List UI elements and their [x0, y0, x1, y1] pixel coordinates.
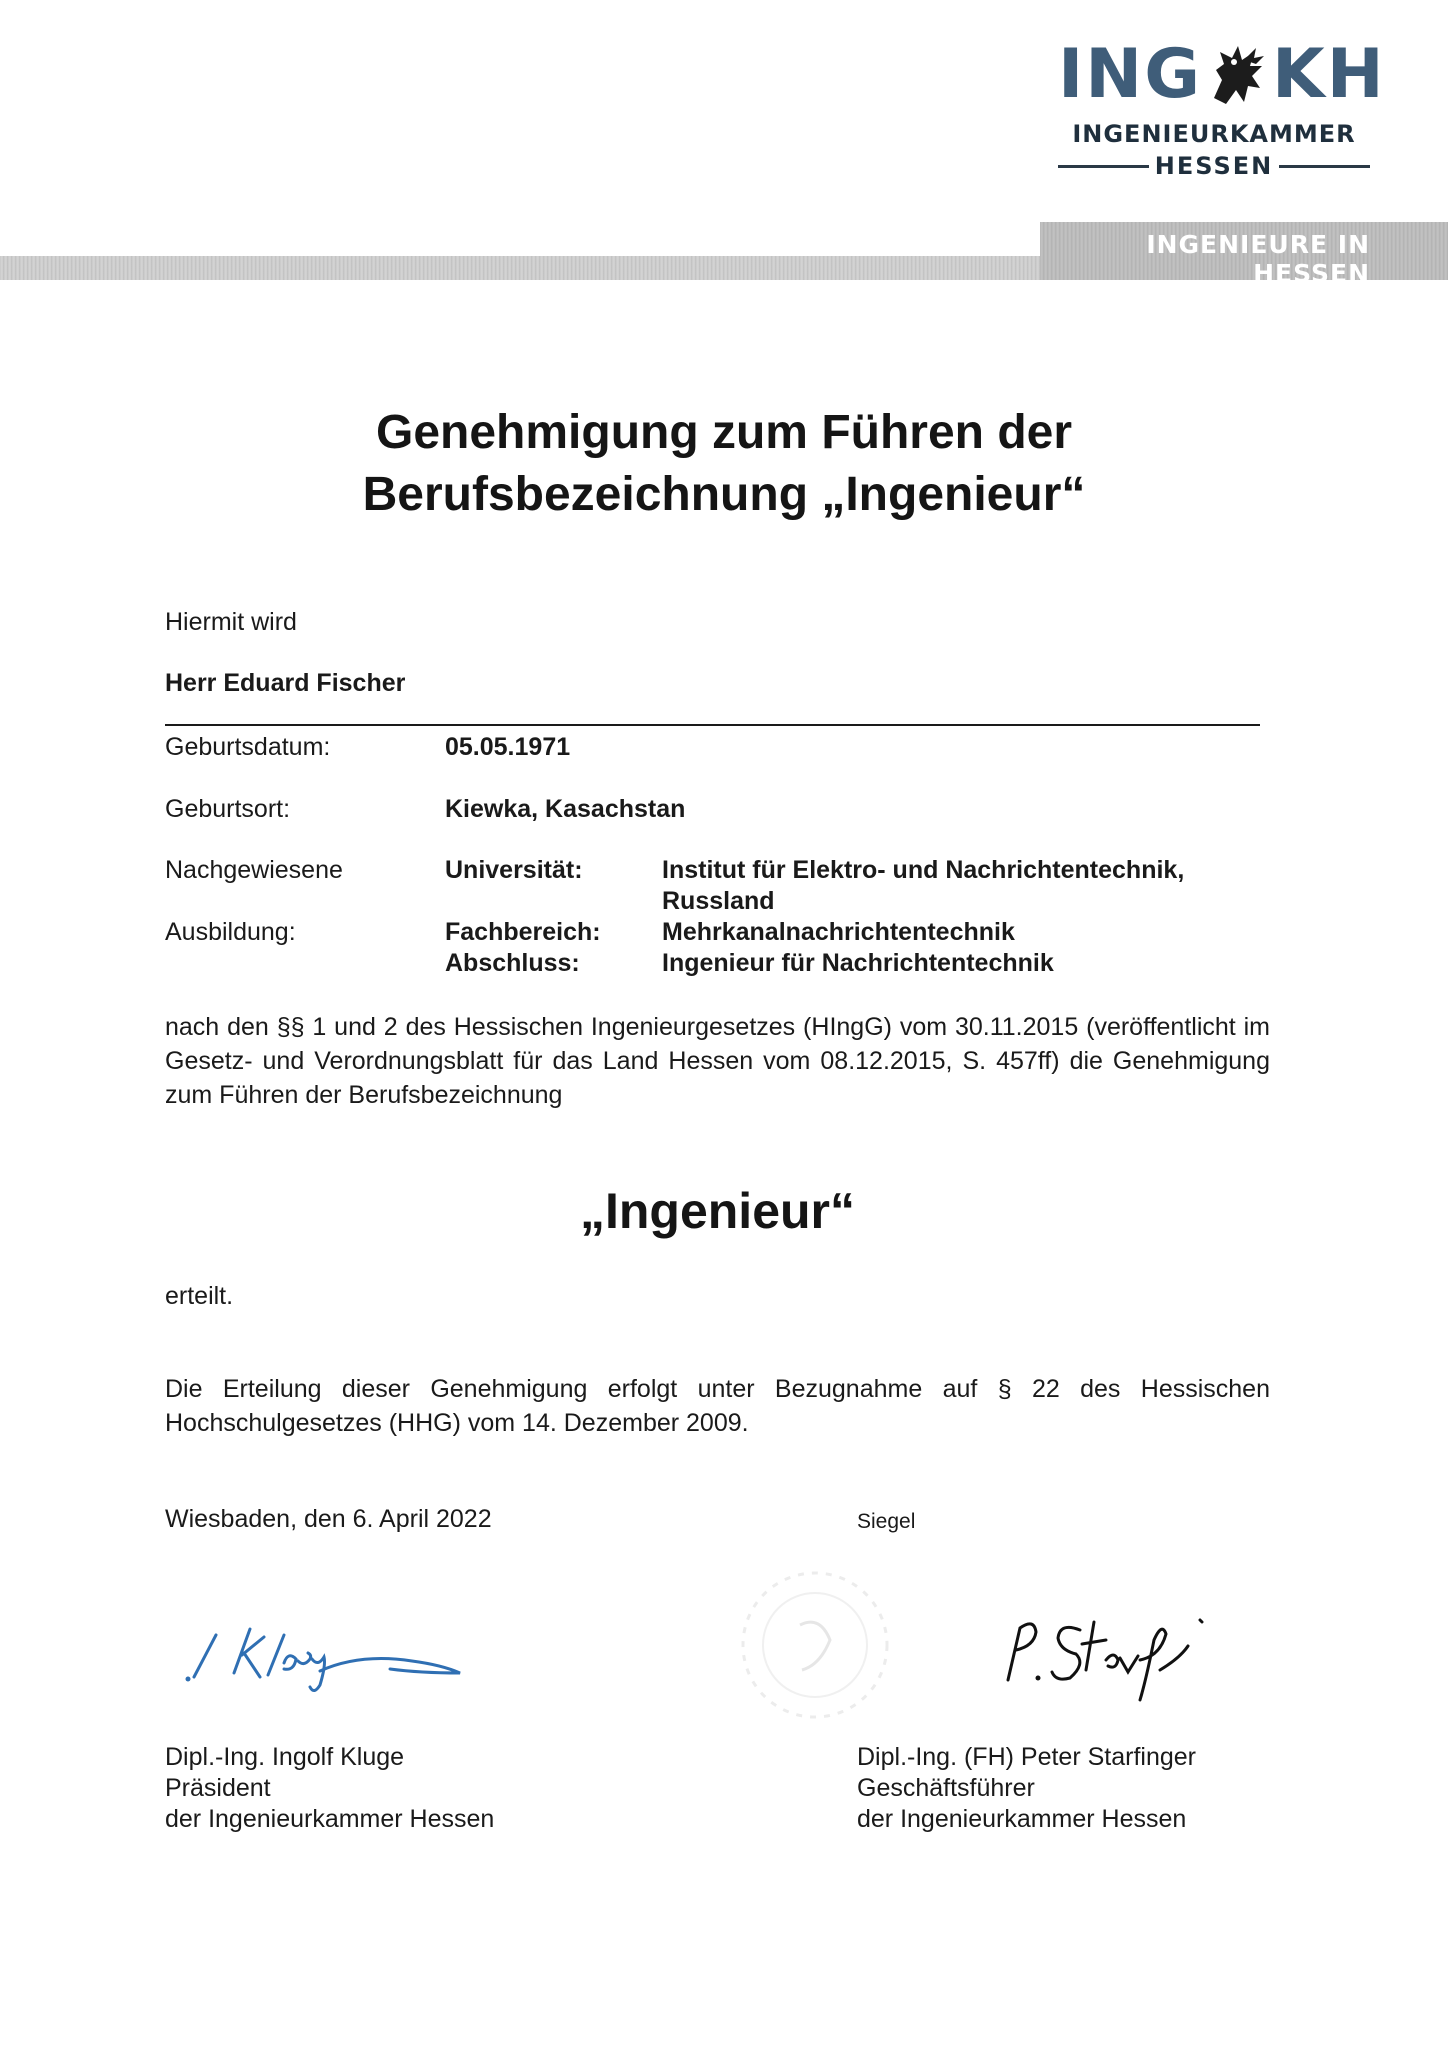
education-label-2: Ausbildung: [165, 918, 296, 946]
seal-label: Siegel [857, 1510, 916, 1533]
logo-rule-left [1058, 165, 1149, 168]
university-value-1: Institut für Elektro- und Nachrichtentechnik, [662, 856, 1185, 884]
chamber-logo [1058, 35, 1386, 114]
signatory-left-role: Präsident [165, 1774, 271, 1802]
designation: „Ingenieur“ [579, 1183, 856, 1239]
document-title [200, 402, 1248, 526]
title-line-2: Berufsbezeichnung „Ingenieur“ [362, 468, 1086, 521]
signatory-left [165, 1742, 494, 1835]
logo-text-ing: ING [1058, 35, 1203, 114]
education-label-1: Nachgewiesene [165, 856, 343, 884]
lion-icon [1204, 40, 1270, 110]
university-label: Universität: [445, 856, 583, 884]
signatory-left-name: Dipl.-Ing. Ingolf Kluge [165, 1743, 405, 1771]
signatory-right [857, 1742, 1196, 1835]
intro-text: Hiermit wird [165, 608, 297, 636]
university-value-2: Russland [662, 887, 775, 915]
signature-right [990, 1600, 1240, 1710]
birthplace-label: Geburtsort: [165, 795, 291, 823]
birthplace-value: Kiewka, Kasachstan [445, 795, 686, 823]
signatory-right-role: Geschäftsführer [857, 1774, 1035, 1802]
logo-subtitle-2 [1058, 152, 1370, 180]
signatory-right-org: der Ingenieurkammer Hessen [857, 1805, 1187, 1833]
birthdate-value: 05.05.1971 [445, 733, 571, 761]
title-line-1: Genehmigung zum Führen der [375, 406, 1073, 459]
department-value: Mehrkanalnachrichtentechnik [662, 918, 1015, 946]
tagline: INGENIEURE IN HESSEN [1146, 230, 1370, 288]
logo-text-kh: KH [1272, 35, 1386, 114]
degree-label: Abschluss: [445, 949, 580, 977]
signature-left [180, 1615, 480, 1695]
logo-text-hessen: HESSEN [1154, 152, 1274, 180]
legal-paragraph: nach den §§ 1 und 2 des Hessischen Ingenieurgesetzes (HIngG) vom 30.11.2015 (veröffentlicht im Gesetz- und Verordnungsblatt für das Land Hessen vom 08.12.2015, S. 457ff) die Genehmigung zum Führen der Berufsbezeichnung [165, 1013, 1270, 1109]
person-name: Herr Eduard Fischer [165, 669, 406, 697]
seal-emboss-icon [740, 1545, 890, 1745]
name-underline [165, 724, 1260, 726]
logo-subtitle: INGENIEURKAMMER [1072, 120, 1356, 148]
department-label: Fachbereich: [445, 918, 601, 946]
place-date: Wiesbaden, den 6. April 2022 [165, 1505, 492, 1533]
reference-paragraph: Die Erteilung dieser Genehmigung erfolgt unter Bezugnahme auf § 22 des Hessischen Hochschulgesetzes (HHG) vom 14. Dezember 2009. [165, 1375, 1270, 1437]
birthdate-label: Geburtsdatum: [165, 733, 331, 761]
degree-value: Ingenieur für Nachrichtentechnik [662, 949, 1054, 977]
signatory-left-org: der Ingenieurkammer Hessen [165, 1805, 495, 1833]
signatory-right-name: Dipl.-Ing. (FH) Peter Starfinger [857, 1743, 1196, 1771]
logo-rule-right [1279, 165, 1370, 168]
granted-text: erteilt. [165, 1282, 234, 1310]
